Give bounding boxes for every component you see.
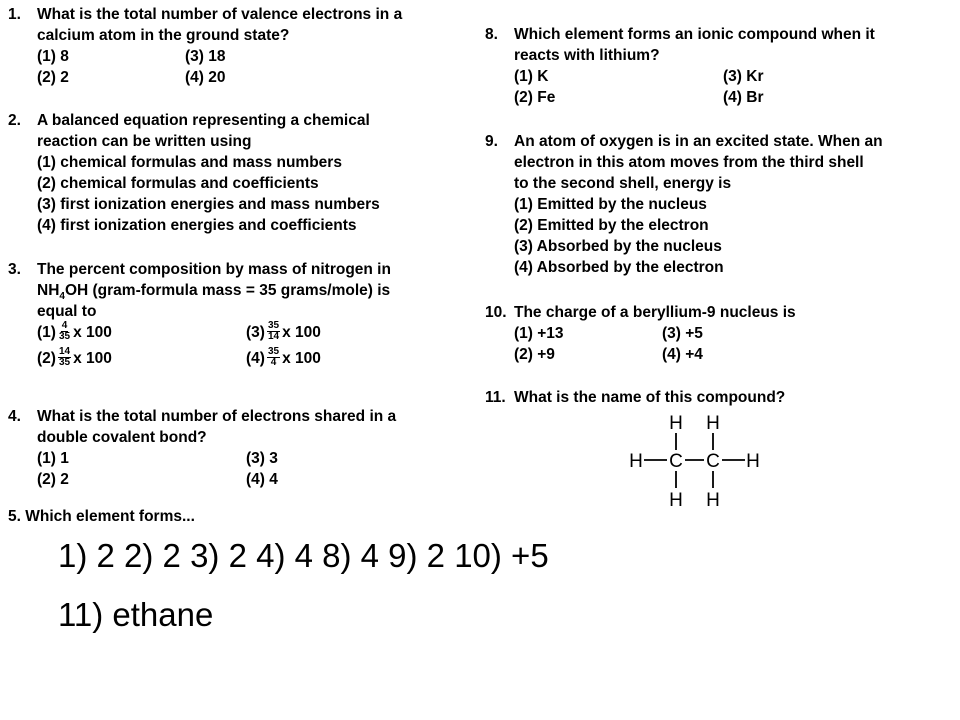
question-number: 2. — [8, 112, 21, 129]
choice: (1) chemical formulas and mass numbers — [37, 154, 342, 171]
cut-off-question: 5. Which element forms... — [8, 508, 195, 525]
atom-label: H — [669, 490, 683, 511]
choice: (4) +4 — [662, 346, 703, 363]
question-text: The percent composition by mass of nitrogen in — [37, 261, 391, 278]
question-3 — [8, 259, 448, 389]
question-text: double covalent bond? — [37, 429, 207, 446]
question-number: 11. — [485, 389, 506, 406]
choice: (3) 3 — [246, 450, 278, 467]
choice: (2) +9 — [514, 346, 555, 363]
choice-fraction: (1) $\frac{4}{35}$ x 100 — [37, 320, 112, 343]
choice-fraction: (3) $\frac{35}{14}$ x 100 — [246, 320, 321, 343]
question-number: 1. — [8, 6, 21, 23]
question-text: An atom of oxygen is in an excited state. When an — [514, 133, 883, 150]
choice: (2) 2 — [37, 471, 69, 488]
question-text: What is the name of this compound? — [514, 389, 786, 406]
question-text: equal to — [37, 303, 97, 320]
question-number: 4. — [8, 408, 21, 425]
choice: (3) +5 — [662, 325, 703, 342]
choice: (2) Emitted by the electron — [514, 217, 709, 234]
question-text: What is the total number of valence electrons in a — [37, 6, 403, 23]
question-11 — [485, 387, 945, 411]
question-text: reacts with lithium? — [514, 47, 660, 64]
question-number: 8. — [485, 26, 498, 43]
question-number: 10. — [485, 304, 507, 321]
choice: (3) 18 — [185, 48, 226, 65]
formula: $NH_4OH$ — [37, 282, 89, 303]
question-9 — [485, 131, 945, 281]
choice-fraction: (4) $\frac{35}{4}$ x 100 — [246, 346, 321, 369]
choice-fraction: (2) $\frac{14}{35}$ x 100 — [37, 346, 112, 369]
question-text: The charge of a beryllium-9 nucleus is — [514, 304, 796, 321]
choice: (3) first ionization energies and mass numbers — [37, 196, 380, 213]
choice: (4) Br — [723, 89, 764, 106]
question-number: 9. — [485, 133, 498, 150]
choice: (1) Emitted by the nucleus — [514, 196, 707, 213]
question-text: What is the total number of electrons shared in a — [37, 408, 397, 425]
atom-label: H — [629, 451, 643, 472]
question-text: reaction can be written using — [37, 133, 252, 150]
question-number: 3. — [8, 261, 21, 278]
question-1 — [8, 4, 448, 94]
choice: (4) 4 — [246, 471, 278, 488]
choice: (1) 1 — [37, 450, 69, 467]
choice: (2) 2 — [37, 69, 69, 86]
question-text: Which element forms an ionic compound when it — [514, 26, 875, 43]
question-2 — [8, 110, 448, 240]
question-text: A balanced equation representing a chemical — [37, 112, 370, 129]
choice: (1) +13 — [514, 325, 564, 342]
question-text: calcium atom in the ground state? — [37, 27, 290, 44]
choice: (4) first ionization energies and coefficients — [37, 217, 357, 234]
choice: (2) chemical formulas and coefficients — [37, 175, 319, 192]
atom-label: C — [669, 451, 683, 472]
atom-label: H — [746, 451, 760, 472]
question-text: to the second shell, energy is — [514, 175, 732, 192]
choice: (4) 20 — [185, 69, 226, 86]
atom-label: H — [706, 490, 720, 511]
question-text: $NH_4OH$ (gram-formula mass = 35 grams/mole) is — [37, 282, 391, 303]
atom-label: H — [669, 413, 683, 434]
atom-label: H — [706, 413, 720, 434]
question-10 — [485, 302, 945, 372]
question-text: electron in this atom moves from the third shell — [514, 154, 864, 171]
answer-key-line-1: 1) 2 2) 2 3) 2 4) 4 8) 4 9) 2 10) +5 — [58, 537, 549, 574]
atom-label: C — [706, 451, 720, 472]
choice: (3) Kr — [723, 68, 764, 85]
choice: (2) Fe — [514, 89, 556, 106]
choice: (3) Absorbed by the nucleus — [514, 238, 722, 255]
question-8 — [485, 24, 945, 114]
choice: (1) K — [514, 68, 549, 85]
structural-formula-diagram — [622, 410, 772, 514]
choice: (1) 8 — [37, 48, 69, 65]
answer-key-line-2: 11) ethane — [58, 596, 214, 633]
choice: (4) Absorbed by the electron — [514, 259, 724, 276]
question-4 — [8, 406, 448, 496]
